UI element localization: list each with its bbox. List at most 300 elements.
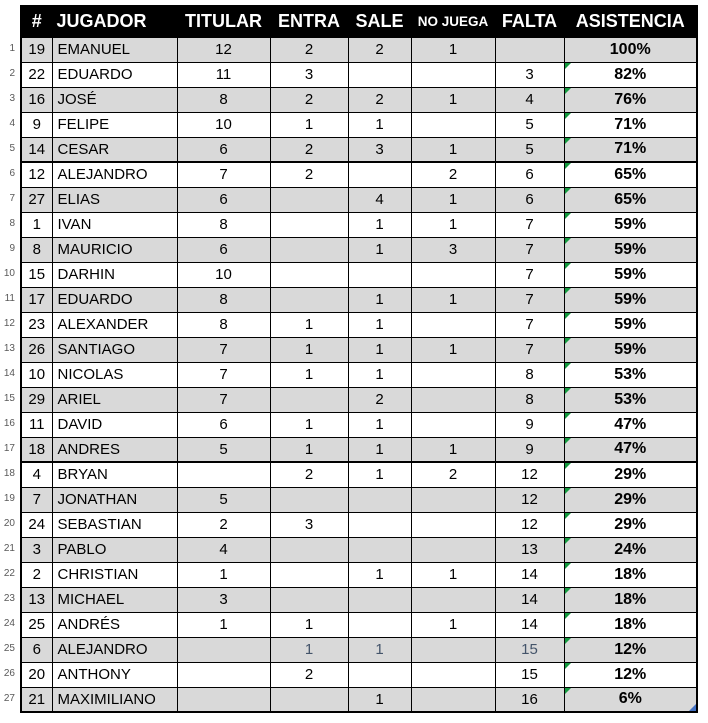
error-indicator-icon: [565, 138, 571, 144]
cell-value: 1: [448, 41, 458, 58]
cell-titular[interactable]: [177, 462, 270, 487]
cell-sale[interactable]: [348, 362, 411, 387]
cell-value: 7: [525, 316, 534, 333]
error-indicator-icon: [565, 413, 571, 419]
cell-entra[interactable]: [270, 137, 348, 162]
cell-num[interactable]: [21, 137, 52, 162]
cell-entra[interactable]: [270, 37, 348, 62]
cell-entra[interactable]: [270, 337, 348, 362]
cell-value: ANDRÉS: [57, 616, 121, 633]
cell-entra[interactable]: [270, 462, 348, 487]
cell-entra[interactable]: [270, 162, 348, 187]
cell-entra[interactable]: [270, 287, 348, 312]
column-header-num[interactable]: #: [21, 6, 52, 37]
column-header-titular[interactable]: TITULAR: [177, 6, 270, 37]
cell-no_juega[interactable]: [411, 612, 495, 637]
cell-no_juega[interactable]: [411, 162, 495, 187]
cell-num[interactable]: [21, 337, 52, 362]
cell-no_juega[interactable]: [411, 487, 495, 512]
cell-titular[interactable]: [177, 687, 270, 712]
row-number-label[interactable]: 17: [3, 443, 15, 454]
cell-titular[interactable]: [177, 437, 270, 462]
cell-value: 2: [375, 91, 384, 108]
cell-no_juega[interactable]: [411, 412, 495, 437]
cell-titular[interactable]: [177, 212, 270, 237]
row-number-label[interactable]: 10: [3, 268, 15, 279]
cell-no_juega[interactable]: [411, 262, 495, 287]
cell-asistencia[interactable]: [564, 437, 697, 462]
cell-sale[interactable]: [348, 37, 411, 62]
cell-falta[interactable]: [495, 237, 564, 262]
row-number-label[interactable]: 14: [3, 368, 15, 379]
cell-jugador[interactable]: [52, 362, 177, 387]
cell-entra[interactable]: [270, 87, 348, 112]
cell-jugador[interactable]: [52, 462, 177, 487]
cell-falta[interactable]: [495, 387, 564, 412]
cell-falta[interactable]: [495, 37, 564, 62]
cell-num[interactable]: [21, 437, 52, 462]
cell-falta[interactable]: [495, 537, 564, 562]
cell-num[interactable]: [21, 112, 52, 137]
cell-num[interactable]: [21, 62, 52, 87]
cell-jugador[interactable]: [52, 62, 177, 87]
row-number-label[interactable]: 15: [3, 393, 15, 404]
row-number-label[interactable]: 4: [9, 118, 15, 129]
cell-entra[interactable]: [270, 112, 348, 137]
cell-no_juega[interactable]: [411, 637, 495, 662]
cell-entra[interactable]: [270, 487, 348, 512]
cell-sale[interactable]: [348, 137, 411, 162]
cell-num[interactable]: [21, 37, 52, 62]
cell-value: 12%: [614, 640, 647, 658]
cell-titular[interactable]: [177, 137, 270, 162]
cell-falta[interactable]: [495, 437, 564, 462]
row-number-label[interactable]: 1: [9, 43, 15, 54]
cell-entra[interactable]: [270, 537, 348, 562]
cell-asistencia[interactable]: [564, 587, 697, 612]
cell-value: 1: [375, 440, 384, 458]
cell-num[interactable]: [21, 612, 52, 637]
cell-value: MICHAEL: [57, 591, 125, 608]
cell-entra[interactable]: [270, 512, 348, 537]
cell-no_juega[interactable]: [411, 337, 495, 362]
cell-no_juega[interactable]: [411, 387, 495, 412]
error-indicator-icon: [565, 388, 571, 394]
cell-no_juega[interactable]: [411, 87, 495, 112]
row-number-label[interactable]: 13: [3, 343, 15, 354]
cell-falta[interactable]: [495, 162, 564, 187]
row-number-label[interactable]: 3: [9, 93, 15, 104]
row-number-label[interactable]: 21: [3, 543, 15, 554]
cell-asistencia[interactable]: [564, 312, 697, 337]
cell-no_juega[interactable]: [411, 112, 495, 137]
table-row: [21, 62, 697, 87]
cell-num[interactable]: [21, 512, 52, 537]
cell-asistencia[interactable]: [564, 162, 697, 187]
cell-jugador[interactable]: [52, 612, 177, 637]
cell-asistencia[interactable]: [564, 137, 697, 162]
cell-no_juega[interactable]: [411, 362, 495, 387]
cell-asistencia[interactable]: [564, 212, 697, 237]
cell-num[interactable]: [21, 162, 52, 187]
cell-value: FELIPE: [57, 116, 110, 133]
cell-no_juega[interactable]: [411, 137, 495, 162]
cell-sale[interactable]: [348, 612, 411, 637]
cell-num[interactable]: [21, 212, 52, 237]
cell-sale[interactable]: [348, 237, 411, 262]
cell-value: 1: [304, 341, 314, 358]
cell-titular[interactable]: [177, 387, 270, 412]
cell-value: 1: [375, 316, 384, 333]
cell-falta[interactable]: [495, 512, 564, 537]
cell-sale[interactable]: [348, 512, 411, 537]
cell-num[interactable]: [21, 262, 52, 287]
cell-titular[interactable]: [177, 512, 270, 537]
cell-value: 14: [521, 591, 538, 608]
cell-falta[interactable]: [495, 62, 564, 87]
cell-titular[interactable]: [177, 187, 270, 212]
cell-entra[interactable]: [270, 262, 348, 287]
cell-jugador[interactable]: [52, 687, 177, 712]
cell-sale[interactable]: [348, 312, 411, 337]
cell-num[interactable]: [21, 87, 52, 112]
cell-jugador[interactable]: [52, 187, 177, 212]
cell-no_juega[interactable]: [411, 537, 495, 562]
cell-jugador[interactable]: [52, 287, 177, 312]
cell-num[interactable]: [21, 387, 52, 412]
cell-value: 1: [375, 690, 384, 708]
cell-sale[interactable]: [348, 62, 411, 87]
cell-asistencia[interactable]: [564, 487, 697, 512]
cell-sale[interactable]: [348, 437, 411, 462]
cell-entra[interactable]: [270, 662, 348, 687]
cell-num[interactable]: [21, 537, 52, 562]
cell-num[interactable]: [21, 587, 52, 612]
table-row: [21, 212, 697, 237]
cell-value: 6: [219, 416, 228, 433]
cell-jugador[interactable]: [52, 587, 177, 612]
cell-asistencia[interactable]: [564, 62, 697, 87]
cell-num[interactable]: [21, 237, 52, 262]
cell-falta[interactable]: [495, 87, 564, 112]
cell-jugador[interactable]: [52, 662, 177, 687]
cell-no_juega[interactable]: [411, 587, 495, 612]
row-number-label[interactable]: 12: [3, 318, 15, 329]
cell-asistencia[interactable]: [564, 187, 697, 212]
cell-titular[interactable]: [177, 262, 270, 287]
cell-entra[interactable]: [270, 587, 348, 612]
row-number-label[interactable]: 2: [9, 68, 15, 79]
cell-entra[interactable]: [270, 362, 348, 387]
cell-no_juega[interactable]: [411, 62, 495, 87]
cell-num[interactable]: [21, 487, 52, 512]
cell-num[interactable]: [21, 687, 52, 712]
cell-titular[interactable]: [177, 312, 270, 337]
cell-num[interactable]: [21, 287, 52, 312]
cell-jugador[interactable]: [52, 312, 177, 337]
cell-num[interactable]: [21, 662, 52, 687]
cell-titular[interactable]: [177, 562, 270, 587]
row-number-label[interactable]: 25: [3, 643, 15, 654]
row-number-label[interactable]: 11: [4, 293, 15, 304]
table-row: [21, 612, 697, 637]
cell-falta[interactable]: [495, 112, 564, 137]
cell-asistencia[interactable]: [564, 562, 697, 587]
cell-entra[interactable]: [270, 387, 348, 412]
cell-asistencia[interactable]: [564, 87, 697, 112]
cell-jugador[interactable]: [52, 112, 177, 137]
cell-jugador[interactable]: [52, 162, 177, 187]
cell-value: 3: [32, 541, 41, 558]
error-indicator-icon: [565, 638, 571, 644]
cell-num[interactable]: [21, 362, 52, 387]
cell-jugador[interactable]: [52, 437, 177, 462]
cell-sale[interactable]: [348, 187, 411, 212]
row-number-label[interactable]: 5: [9, 143, 15, 154]
cell-asistencia[interactable]: [564, 287, 697, 312]
cell-falta[interactable]: [495, 187, 564, 212]
cell-num[interactable]: [21, 562, 52, 587]
cell-sale[interactable]: [348, 112, 411, 137]
cell-value: ANDRES: [57, 440, 121, 458]
cell-entra[interactable]: [270, 412, 348, 437]
row-number-label[interactable]: 23: [3, 593, 15, 604]
row-number-label[interactable]: 27: [3, 693, 15, 704]
cell-falta[interactable]: [495, 412, 564, 437]
cell-titular[interactable]: [177, 62, 270, 87]
cell-asistencia[interactable]: [564, 462, 697, 487]
cell-no_juega[interactable]: [411, 237, 495, 262]
row-number-label[interactable]: 9: [9, 243, 15, 254]
table-row: [21, 37, 697, 62]
cell-falta[interactable]: [495, 362, 564, 387]
cell-falta[interactable]: [495, 487, 564, 512]
cell-entra[interactable]: [270, 612, 348, 637]
cell-no_juega[interactable]: [411, 287, 495, 312]
column-header-jugador[interactable]: JUGADOR: [52, 6, 177, 37]
cell-entra[interactable]: [270, 187, 348, 212]
cell-value: 65%: [614, 190, 647, 208]
cell-asistencia[interactable]: [564, 387, 697, 412]
column-header-no_juega[interactable]: NO JUEGA: [411, 6, 495, 37]
cell-value: 12: [521, 516, 538, 533]
cell-jugador[interactable]: [52, 87, 177, 112]
cell-sale[interactable]: [348, 637, 411, 662]
cell-entra[interactable]: [270, 637, 348, 662]
cell-falta[interactable]: [495, 337, 564, 362]
cell-falta[interactable]: [495, 262, 564, 287]
cell-no_juega[interactable]: [411, 437, 495, 462]
cell-asistencia[interactable]: [564, 537, 697, 562]
table-row: [21, 662, 697, 687]
cell-no_juega[interactable]: [411, 212, 495, 237]
cell-entra[interactable]: [270, 687, 348, 712]
cell-titular[interactable]: [177, 337, 270, 362]
cell-asistencia[interactable]: [564, 362, 697, 387]
cell-asistencia[interactable]: [564, 512, 697, 537]
cell-falta[interactable]: [495, 612, 564, 637]
row-number-label[interactable]: 18: [3, 468, 15, 479]
cell-asistencia[interactable]: [564, 662, 697, 687]
cell-num[interactable]: [21, 187, 52, 212]
cell-sale[interactable]: [348, 537, 411, 562]
cell-value: 10: [28, 366, 46, 383]
cell-titular[interactable]: [177, 362, 270, 387]
table-row: [21, 187, 697, 212]
cell-falta[interactable]: [495, 562, 564, 587]
cell-asistencia[interactable]: [564, 687, 697, 712]
cell-titular[interactable]: [177, 412, 270, 437]
cell-falta[interactable]: [495, 637, 564, 662]
cell-jugador[interactable]: [52, 487, 177, 512]
cell-asistencia[interactable]: [564, 337, 697, 362]
cell-asistencia[interactable]: [564, 412, 697, 437]
cell-value: 7: [525, 241, 534, 258]
row-number-label[interactable]: 20: [3, 518, 15, 529]
cell-no_juega[interactable]: [411, 187, 495, 212]
column-header-sale[interactable]: SALE: [348, 6, 411, 37]
column-header-asistencia[interactable]: ASISTENCIA: [564, 6, 697, 37]
cell-titular[interactable]: [177, 162, 270, 187]
cell-value: ALEXANDER: [57, 316, 149, 333]
cell-sale[interactable]: [348, 412, 411, 437]
cell-falta[interactable]: [495, 312, 564, 337]
cell-falta[interactable]: [495, 462, 564, 487]
row-number-label[interactable]: 7: [9, 193, 15, 204]
cell-sale[interactable]: [348, 387, 411, 412]
column-header-entra[interactable]: ENTRA: [270, 6, 348, 37]
cell-no_juega[interactable]: [411, 687, 495, 712]
row-number-label[interactable]: 26: [3, 668, 15, 679]
cell-falta[interactable]: [495, 287, 564, 312]
cell-num[interactable]: [21, 462, 52, 487]
cell-value: 18%: [614, 590, 647, 608]
cell-no_juega[interactable]: [411, 662, 495, 687]
cell-no_juega[interactable]: [411, 512, 495, 537]
cell-jugador[interactable]: [52, 237, 177, 262]
cell-falta[interactable]: [495, 587, 564, 612]
cell-value: 1: [448, 341, 458, 358]
cell-sale[interactable]: [348, 337, 411, 362]
cell-no_juega[interactable]: [411, 562, 495, 587]
cell-sale[interactable]: [348, 162, 411, 187]
cell-num[interactable]: [21, 637, 52, 662]
cell-sale[interactable]: [348, 212, 411, 237]
cell-sale[interactable]: [348, 487, 411, 512]
cell-titular[interactable]: [177, 612, 270, 637]
table-row: [21, 537, 697, 562]
cell-entra[interactable]: [270, 437, 348, 462]
cell-jugador[interactable]: [52, 537, 177, 562]
cell-no_juega[interactable]: [411, 37, 495, 62]
cell-value: 16: [521, 690, 538, 708]
cell-value: 21: [28, 690, 46, 708]
cell-falta[interactable]: [495, 212, 564, 237]
cell-num[interactable]: [21, 312, 52, 337]
cell-titular[interactable]: [177, 87, 270, 112]
cell-num[interactable]: [21, 412, 52, 437]
cell-sale[interactable]: [348, 262, 411, 287]
cell-value: 8: [525, 366, 534, 383]
cell-jugador[interactable]: [52, 212, 177, 237]
column-header-falta[interactable]: FALTA: [495, 6, 564, 37]
cell-entra[interactable]: [270, 562, 348, 587]
row-number-label[interactable]: 22: [3, 568, 15, 579]
cell-sale[interactable]: [348, 87, 411, 112]
cell-sale[interactable]: [348, 687, 411, 712]
cell-titular[interactable]: [177, 662, 270, 687]
cell-titular[interactable]: [177, 487, 270, 512]
cell-value: 7: [525, 341, 534, 358]
error-indicator-icon: [565, 488, 571, 494]
cell-entra[interactable]: [270, 62, 348, 87]
cell-jugador[interactable]: [52, 337, 177, 362]
cell-titular[interactable]: [177, 587, 270, 612]
cell-jugador[interactable]: [52, 37, 177, 62]
cell-value: 19: [28, 41, 46, 58]
cell-asistencia[interactable]: [564, 237, 697, 262]
cell-jugador[interactable]: [52, 412, 177, 437]
cell-asistencia[interactable]: [564, 637, 697, 662]
row-number-label[interactable]: 24: [3, 618, 15, 629]
cell-entra[interactable]: [270, 312, 348, 337]
cell-titular[interactable]: [177, 112, 270, 137]
cell-asistencia[interactable]: [564, 262, 697, 287]
row-number-label[interactable]: 19: [3, 493, 15, 504]
cell-value: 59%: [614, 265, 647, 283]
cell-falta[interactable]: [495, 137, 564, 162]
cell-no_juega[interactable]: [411, 462, 495, 487]
row-number-label[interactable]: 16: [3, 418, 15, 429]
cell-titular[interactable]: [177, 637, 270, 662]
cell-falta[interactable]: [495, 662, 564, 687]
cell-value: 1: [375, 241, 384, 258]
cell-jugador[interactable]: [52, 137, 177, 162]
row-number-label[interactable]: 6: [9, 168, 15, 179]
cell-value: 14: [28, 140, 46, 158]
cell-falta[interactable]: [495, 687, 564, 712]
row-number-label[interactable]: 8: [9, 218, 15, 229]
cell-jugador[interactable]: [52, 512, 177, 537]
cell-sale[interactable]: [348, 587, 411, 612]
cell-jugador[interactable]: [52, 387, 177, 412]
cell-value: 4: [32, 466, 41, 484]
cell-asistencia[interactable]: [564, 112, 697, 137]
cell-jugador[interactable]: [52, 562, 177, 587]
cell-value: EDUARDO: [57, 291, 133, 308]
cell-jugador[interactable]: [52, 262, 177, 287]
cell-titular[interactable]: [177, 237, 270, 262]
cell-entra[interactable]: [270, 212, 348, 237]
cell-titular[interactable]: [177, 37, 270, 62]
cell-asistencia[interactable]: [564, 37, 697, 62]
cell-jugador[interactable]: [52, 637, 177, 662]
cell-value: 71%: [614, 140, 647, 158]
cell-value: 47%: [614, 415, 647, 433]
cell-sale[interactable]: [348, 562, 411, 587]
cell-sale[interactable]: [348, 662, 411, 687]
cell-sale[interactable]: [348, 462, 411, 487]
cell-value: 18%: [614, 565, 647, 583]
cell-no_juega[interactable]: [411, 312, 495, 337]
cell-asistencia[interactable]: [564, 612, 697, 637]
cell-value: 1: [219, 616, 228, 633]
error-indicator-icon: [565, 63, 571, 69]
cell-entra[interactable]: [270, 237, 348, 262]
cell-sale[interactable]: [348, 287, 411, 312]
cell-titular[interactable]: [177, 287, 270, 312]
cell-titular[interactable]: [177, 537, 270, 562]
